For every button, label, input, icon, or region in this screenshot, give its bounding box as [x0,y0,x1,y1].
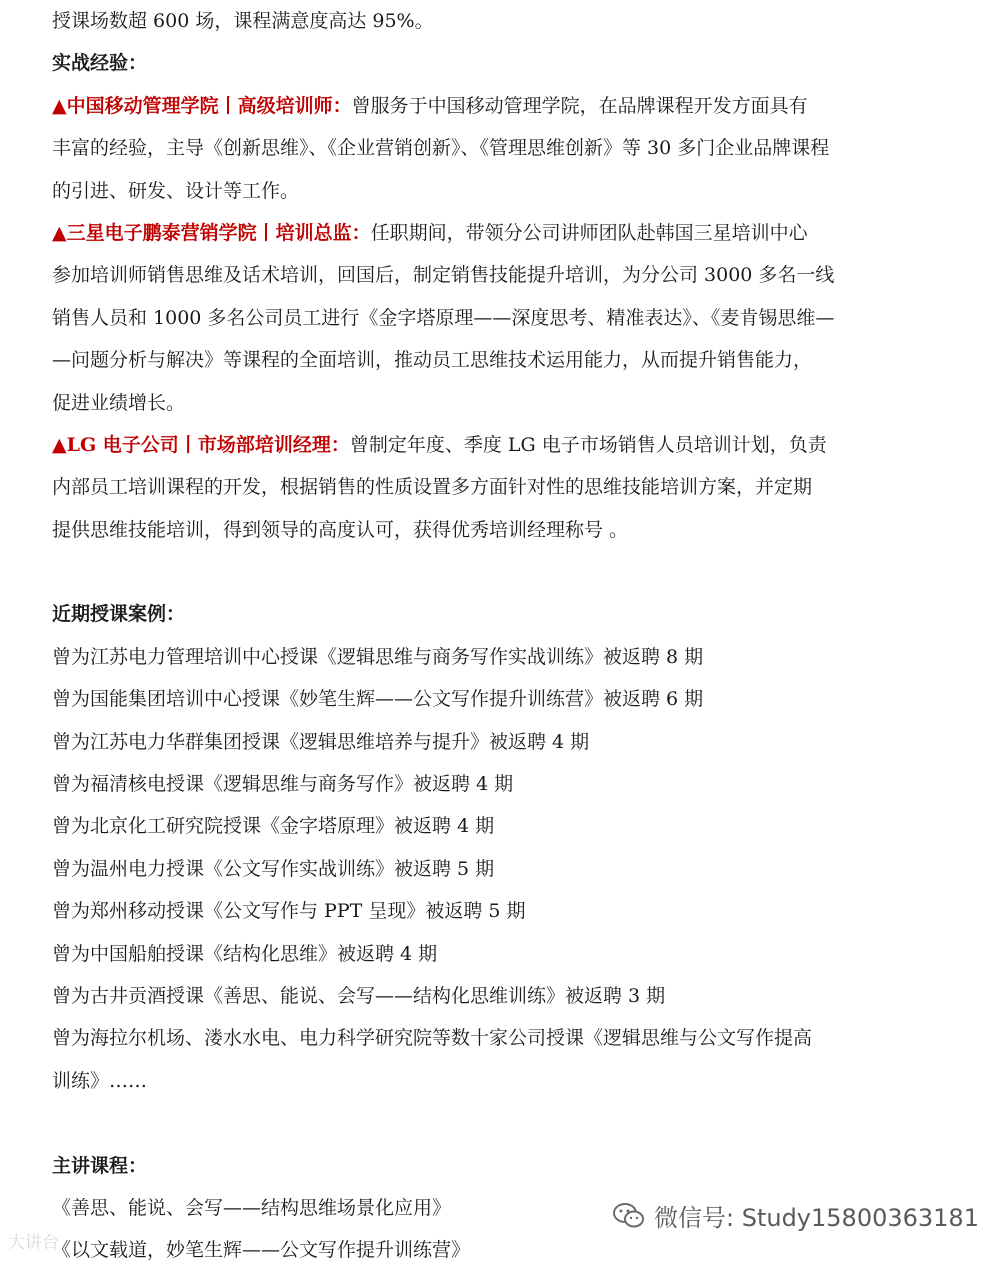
experience-text: 的引进、研发、设计等工作。 [52,179,300,202]
experience-entry-3-line-1 [52,424,912,466]
experience-entry-1-line-1 [52,85,912,127]
case-item: 曾为海拉尔机场、溇水水电、电力科学研究院等数十家公司授课《逻辑思维与公文写作提高 [52,1027,813,1050]
case-item: 曾为江苏电力华群集团授课《逻辑思维培养与提升》被返聘 4 期 [52,730,590,753]
experience-title: ▲LG 电子公司丨市场部培训经理： [52,433,350,456]
experience-heading: 实战经验： [52,52,148,75]
document-body [52,0,912,1272]
case-item: 曾为郑州移动授课《公文写作与 PPT 呈现》被返聘 5 期 [52,900,526,923]
experience-text: 曾服务于中国移动管理学院，在品牌课程开发方面具有 [351,94,808,117]
experience-text: —问题分析与解决》等课程的全面培训，推动员工思维技术运用能力，从而提升销售能力， [52,349,813,372]
experience-text: 参加培训师销售思维及话术培训，回国后，制定销售技能提升培训，为分公司 3000 多名一线 [52,264,835,287]
case-item: 曾为北京化工研究院授课《金字塔原理》被返聘 4 期 [52,815,495,838]
spacer [52,551,912,593]
watermark-wechat-text: 微信号: Study15800363181 [654,1204,979,1232]
case-item: 曾为温州电力授课《公文写作实战训练》被返聘 5 期 [52,857,495,880]
watermark-left-text: 大讲台 [8,1233,59,1253]
stats-line: 授课场数超 600 场，课程满意度高达 95%。 [52,10,434,32]
cases-heading: 近期授课案例： [52,603,186,626]
course-item: 《善思、能说、会写——结构思维场景化应用》 [52,1196,452,1219]
experience-title: ▲三星电子鹏泰营销学院丨培训总监： [52,221,371,244]
experience-text: 曾制定年度、季度 LG 电子市场销售人员培训计划，负责 [349,433,827,456]
watermark-wechat [612,1198,979,1233]
experience-title: ▲中国移动管理学院丨高级培训师： [52,94,352,117]
courses-heading: 主讲课程： [52,1154,148,1177]
case-item: 曾为国能集团培训中心授课《妙笔生辉——公文写作提升训练营》被返聘 6 期 [52,688,704,711]
experience-text: 提供思维技能培训，得到领导的高度认可，获得优秀培训经理称号 。 [52,518,629,541]
course-item: 《以文载道，妙笔生辉——公文写作提升训练营》 [52,1239,471,1262]
experience-text: 丰富的经验，主导《创新思维》、《企业营销创新》、《管理思维创新》等 30 多门企业品牌课程 [52,137,830,160]
watermark-left [8,1228,59,1253]
experience-text: 销售人员和 1000 多名公司员工进行《金字塔原理——深度思考、精准表达》、《麦肯锡思维— [52,306,835,329]
case-item: 曾为江苏电力管理培训中心授课《逻辑思维与商务写作实战训练》被返聘 8 期 [52,645,704,668]
experience-entry-2-line-1 [52,212,912,254]
case-item: 曾为福清核电授课《逻辑思维与商务写作》被返聘 4 期 [52,773,514,796]
experience-text: 内部员工培训课程的开发，根据销售的性质设置多方面针对性的思维技能培训方案，并定期 [52,476,813,499]
experience-text: 任职期间，带领分公司讲师团队赴韩国三星培训中心 [370,221,808,244]
case-item: 训练》…… [52,1069,148,1092]
experience-text: 促进业绩增长。 [52,391,186,414]
case-item: 曾为中国船舶授课《结构化思维》被返聘 4 期 [52,942,438,965]
case-item: 曾为古井贡酒授课《善思、能说、会写——结构化思维训练》被返聘 3 期 [52,984,666,1007]
wechat-icon [612,1201,646,1231]
spacer [52,1102,912,1144]
